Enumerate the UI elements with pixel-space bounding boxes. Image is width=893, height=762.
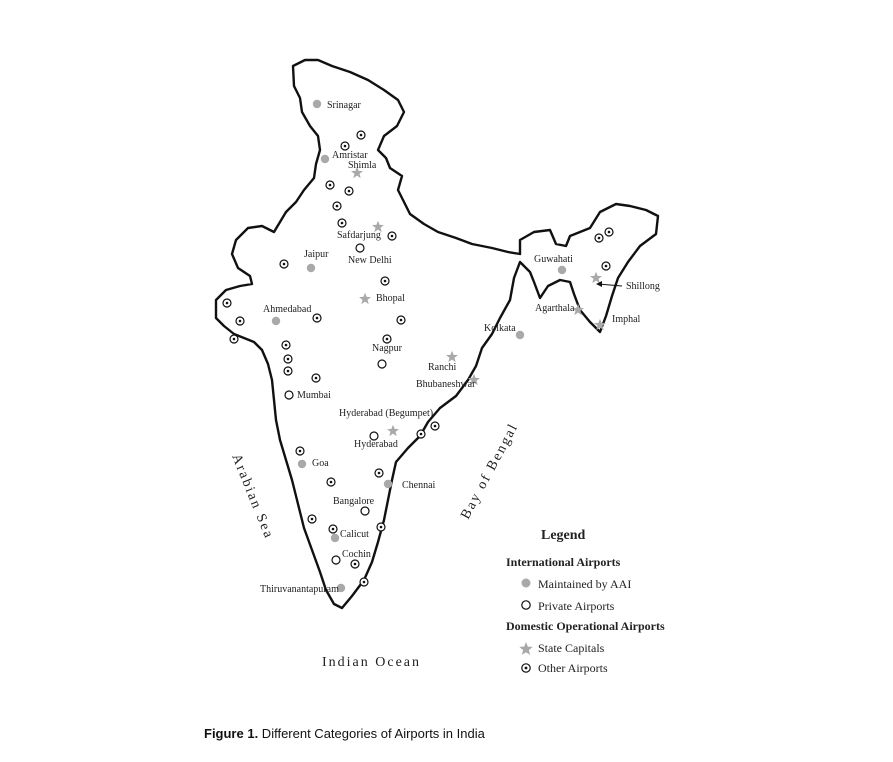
caption-text: Different Categories of Airports in India (258, 726, 485, 741)
legend-title: Legend (541, 528, 586, 543)
marker-cochin (332, 556, 340, 564)
city-label-goa: Goa (312, 458, 329, 469)
city-label-thiruvanantapuram: Thiruvanantapuram (260, 584, 339, 595)
legend-capitals: State Capitals (538, 641, 605, 655)
other-airport-dot (332, 528, 335, 531)
other-airport-dot (378, 472, 381, 475)
other-airport-dot (420, 433, 423, 436)
city-label-guwahati: Guwahati (534, 254, 573, 265)
other-airport-dot (315, 377, 318, 380)
other-airport-dot (598, 237, 601, 240)
city-label-srinagar: Srinagar (327, 100, 361, 111)
marker-ranchi (446, 351, 458, 362)
other-airport-dot (391, 235, 394, 238)
airport-markers (223, 100, 660, 595)
city-label-amristar: Amristar (332, 150, 368, 161)
city-label-shimla: Shimla (348, 160, 377, 171)
legend-other: Other Airports (538, 661, 608, 675)
marker-ahmedabad (272, 317, 280, 325)
other-airport-dot (311, 518, 314, 521)
city-label-bhubaneshwar: Bhubaneshwar (416, 379, 476, 390)
other-airport-dot (608, 231, 611, 234)
legend-other-dot (525, 667, 528, 670)
other-airport-dot (287, 370, 290, 373)
other-airport-dot (233, 338, 236, 341)
city-label-chennai: Chennai (402, 480, 436, 491)
other-airport-dot (330, 481, 333, 484)
legend-domestic: Domestic Operational Airports (506, 619, 665, 633)
other-airport-dot (605, 265, 608, 268)
city-label-bhopal: Bhopal (376, 293, 405, 304)
other-airport-dot (287, 358, 290, 361)
other-airport-dot (329, 184, 332, 187)
legend-international: International Airports (506, 555, 621, 569)
legend (506, 528, 665, 675)
legend-private: Private Airports (538, 599, 615, 613)
other-airport-dot (336, 205, 339, 208)
other-airport-dot (434, 425, 437, 428)
city-label-safdarjung: Safdarjung (337, 230, 381, 241)
marker-guwahati (558, 266, 566, 274)
city-label-agarthala: Agarthala (535, 303, 575, 314)
city-label-kolkata: Kolkata (484, 323, 516, 334)
city-label-cochin: Cochin (342, 549, 371, 560)
other-airport-dot (360, 134, 363, 137)
india-outline (216, 60, 658, 608)
other-airport-dot (386, 338, 389, 341)
marker-kolkata (516, 331, 524, 339)
legend-star-icon (519, 642, 532, 655)
figure-caption (204, 726, 485, 741)
other-airport-dot (384, 280, 387, 283)
marker-calicut (331, 534, 339, 542)
sea-indian: Indian Ocean (322, 655, 422, 670)
other-airport-dot (348, 190, 351, 193)
city-label-new-delhi: New Delhi (348, 255, 392, 266)
other-airport-dot (354, 563, 357, 566)
city-label-imphal: Imphal (612, 314, 641, 325)
other-airport-dot (239, 320, 242, 323)
other-airport-dot (316, 317, 319, 320)
city-label-ranchi: Ranchi (428, 362, 457, 373)
sea-arabian: Arabian Sea (228, 451, 277, 542)
legend-private-icon (522, 601, 530, 609)
marker-nagpur (378, 360, 386, 368)
other-airport-dot (226, 302, 229, 305)
marker-goa (298, 460, 306, 468)
other-airport-dot (400, 319, 403, 322)
city-label-calicut: Calicut (340, 529, 369, 540)
marker-hyderabad-begumpet (387, 425, 399, 436)
marker-jaipur (307, 264, 315, 272)
marker-shillong (590, 272, 602, 283)
other-airport-dot (283, 263, 286, 266)
marker-amristar (321, 155, 329, 163)
caption-label: Figure 1. (204, 726, 259, 741)
other-airport-dot (380, 526, 383, 529)
marker-new-delhi (356, 244, 364, 252)
other-airport-dot (285, 344, 288, 347)
other-airport-dot (341, 222, 344, 225)
sea-bengal: Bay of Bengal (458, 420, 522, 522)
city-label-mumbai: Mumbai (297, 390, 331, 401)
city-label-bangalore: Bangalore (333, 496, 375, 507)
marker-chennai (384, 480, 392, 488)
marker-bhopal (359, 293, 371, 304)
city-label-hyderabad-begumpet: Hyderabad (Begumpet) (339, 408, 434, 419)
legend-aai-icon (522, 579, 531, 588)
other-airport-dot (344, 145, 347, 148)
city-label-shillong: Shillong (626, 281, 660, 292)
city-label-ahmedabad: Ahmedabad (263, 304, 312, 315)
marker-srinagar (313, 100, 321, 108)
city-label-nagpur: Nagpur (372, 343, 402, 354)
marker-bangalore (361, 507, 369, 515)
other-airport-dot (299, 450, 302, 453)
city-label-hyderabad: Hyderabad (354, 439, 398, 450)
other-airport-dot (363, 581, 366, 584)
city-label-jaipur: Jaipur (304, 249, 329, 260)
marker-mumbai (285, 391, 293, 399)
legend-aai: Maintained by AAI (538, 577, 632, 591)
